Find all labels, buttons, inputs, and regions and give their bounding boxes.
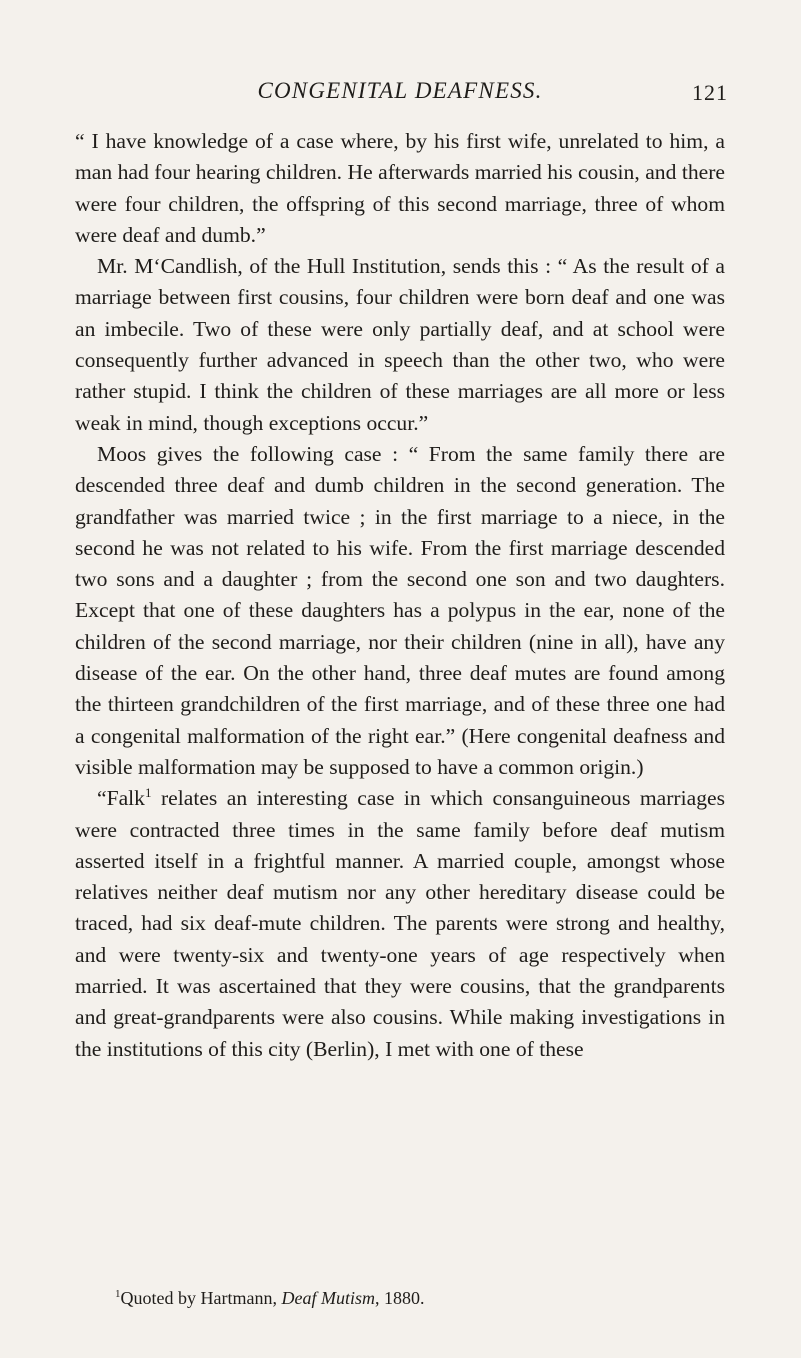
paragraph: “ I have knowledge of a case where, by his first wife, unrelated to him, a man had four hearing children. He afterwards married his cousin, and there were four children, the offspring of this second marriage, three of whom were deaf and dumb.”: [75, 129, 725, 247]
running-title: CONGENITAL DEAFNESS.: [257, 78, 543, 103]
paragraph: Mr. M‘Candlish, of the Hull Institution, sends this : “ As the result of a marriage between first cousins, four children were born deaf and one was an imbecile. Two of these were only partially deaf, and at school were consequently further advanced in speech than the other two, who were rather stupid. I think the children of these marriages are all more or less weak in mind, though exceptions occur.”: [75, 254, 725, 435]
footnote-text: Quoted by Hartmann,: [120, 1288, 282, 1308]
paragraph-lead: “Falk: [97, 786, 145, 811]
paragraph-rest: relates an interesting case in which consanguineous marriages were contracted three times in the same family before deaf mutism asserted itself in a frightful manner. A married couple, amongst whose relatives neither deaf mutism nor any other hereditary disease could be traced, had six deaf-mute children. The parents were strong and healthy, and were twenty-six and twenty-one years of age respectively when married. It was ascertained that they were cousins, that the grandparents and great-grandparents were also cousins. While making investigations in the institutions of this city (Berlin), I met with one of these: [75, 786, 725, 1061]
paragraph-falk: [75, 783, 725, 1065]
footnote: [75, 1286, 725, 1310]
page-number: 121: [692, 80, 728, 105]
body-text: [75, 126, 725, 1065]
footnote-text-end: , 1880.: [374, 1288, 425, 1308]
footnote-title: Deaf Mutism: [281, 1288, 375, 1308]
footnote-reference: 1: [144, 785, 152, 801]
footnote-marker: 1: [115, 1288, 121, 1300]
paragraph: Moos gives the following case : “ From the same family there are descended three deaf and dumb children in the second generation. The grandfather was married twice ; in the first marriage to a niece, in the second he was not related to his wife. From the first marriage descended two sons and a daughter ; from the second one son and two daughters. Except that one of these daughters has a polypus in the ear, none of the children of the second marriage, nor their children (nine in all), have any disease of the ear. On the other hand, three deaf mutes are found among the thirteen grandchildren of the first marriage, and of these three one had a congenital malformation of the right ear.” (Here congenital deafness and visible malformation may be supposed to have a common origin.): [75, 441, 725, 779]
running-head: [75, 78, 728, 108]
